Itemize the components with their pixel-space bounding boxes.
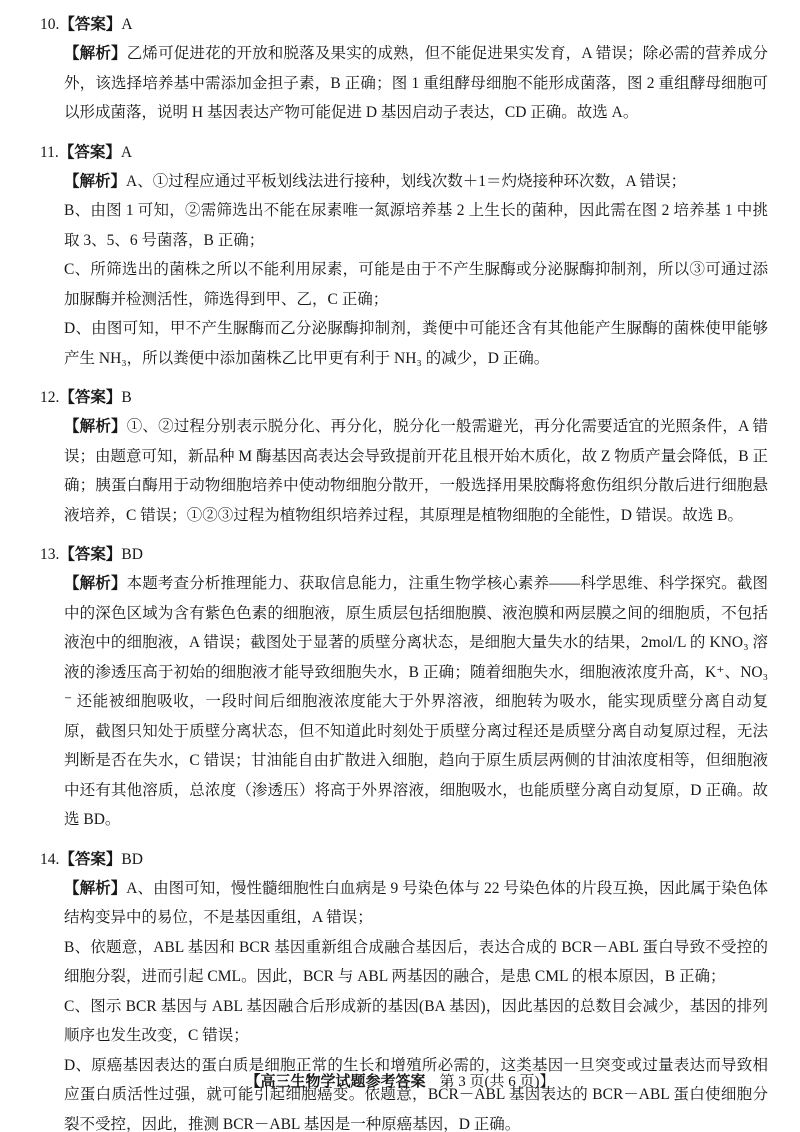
question-number: 14. — [40, 850, 60, 868]
analysis-paragraph — [64, 412, 768, 530]
analysis-paragraph — [64, 39, 768, 128]
answer-label: 【答案】 — [59, 546, 122, 563]
analysis-text: A、①过程应通过平板划线法进行接种，划线次数＋1＝灼烧接种环次数，A 错误； — [126, 172, 687, 190]
answer-section-11 — [40, 138, 768, 374]
answer-value: B — [121, 389, 132, 406]
analysis-paragraph — [64, 167, 768, 197]
analysis-block — [64, 569, 768, 835]
analysis-paragraph: D、原癌基因表达的蛋白质是细胞正常的生长和增殖所必需的，这类基因一旦突变或过量表达而导致相应蛋白质活性过强，就可能引起细胞癌变。依题意，BCR－ABL 基因表达的 BCR－ABL 蛋白使细胞分裂不受控，因此，推测 BCR－ABL 基因是一种原癌基因，D 正确。 — [64, 1056, 768, 1132]
analysis-paragraph — [64, 569, 768, 835]
answer-line — [40, 540, 768, 569]
answer-value: A — [121, 16, 133, 33]
analysis-paragraph: B、依题意，ABL 基因和 BCR 基因重新组合成融合基因后，表达合成的 BCR－ABL 蛋白导致不受控的细胞分裂，进而引起 CML。因此，BCR 与 ABL 两基因的融合，是患 CML 的根本原因，B 正确； — [64, 938, 768, 985]
answer-section-13 — [40, 540, 768, 835]
answer-value: BD — [121, 850, 143, 868]
analysis-paragraph: C、图示 BCR 基因与 ABL 基因融合后形成新的基因(BA 基因)，因此基因的总数目会减少，基因的排列顺序也发生改变，C 错误； — [64, 997, 768, 1044]
analysis-label: 【解析】 — [64, 575, 127, 592]
answer-value: BD — [121, 546, 143, 563]
analysis-block — [64, 412, 768, 530]
analysis-paragraph: B、由图 1 可知，②需筛选出不能在尿素唯一氮源培养基 2 上生长的菌种，因此需在图 2 培养基 1 中挑取 3、5、6 号菌落，B 正确； — [64, 202, 768, 249]
answer-value: A — [120, 143, 133, 161]
question-number: 12. — [40, 389, 60, 406]
analysis-paragraph: C、所筛选出的菌株之所以不能利用尿素，可能是由于不产生脲酶或分泌脲酶抑制剂，所以③可通过添加脲酶并检测活性，筛选得到甲、乙，C 正确； — [64, 261, 768, 308]
footer-page-number: 第 3 页(共 6 页)】 — [439, 1074, 555, 1090]
answer-line — [40, 383, 768, 412]
analysis-text: 本题考查分析推理能力、获取信息能力，注重生物学核心素养——科学思维、科学探究。截图中的深色区域为含有紫色色素的细胞液，原生质层包括细胞膜、液泡膜和两层膜之间的细胞质，不包括液泡中的细胞液，A 错误；截图处于显著的质壁分离状态，是细胞大量失水的结果，2mol/L 的 KNO₃ 溶液的渗透压高于初始的细胞液才能导致细胞失水，B 正确；随着细胞失水，细胞液浓度升高，K⁺、NO₃⁻ 还能被细胞吸收，一段时间后细胞液浓度能大于外界溶液，细胞转为吸水，能实现质壁分离自动复原，截图只知处于质壁分离状态，但不知道此时刻处于质壁分离过程还是质壁分离自动复原过程，无法判断是否在失水，C 错误；甘油能自由扩散进入细胞，趋向于原生质层两侧的甘油浓度相等，但细胞液中还有其他溶质，总浓度（渗透压）将高于外界溶液，细胞吸水，也能质壁分离自动复原，D 正确。故选 BD。 — [64, 575, 768, 828]
answer-label: 【答案】 — [59, 16, 122, 33]
question-number: 13. — [40, 546, 60, 563]
analysis-block — [64, 39, 768, 128]
answer-label: 【答案】 — [59, 389, 122, 406]
analysis-block — [64, 874, 768, 1132]
analysis-block — [64, 167, 768, 374]
analysis-label: 【解析】 — [64, 172, 127, 190]
page-footer — [0, 1072, 800, 1092]
footer-document-title: 【高三生物学试题参考答案 — [245, 1074, 426, 1090]
analysis-label: 【解析】 — [64, 45, 127, 62]
answer-label: 【答案】 — [58, 143, 121, 161]
answer-section-12 — [40, 383, 768, 530]
question-number: 11. — [40, 143, 59, 161]
analysis-text: A、由图可知，慢性髓细胞性白血病是 9 号染色体与 22 号染色体的片段互换，因此属于染色体结构变异中的易位，不是基因重组，A 错误； — [64, 879, 768, 926]
analysis-paragraph: D、由图可知，甲不产生脲酶而乙分泌脲酶抑制剂，粪便中可能还含有其他能产生脲酶的菌株使甲能够产生 NH₃，所以粪便中添加菌株乙比甲更有利于 NH₃ 的减少，D 正确。 — [64, 320, 768, 367]
analysis-label: 【解析】 — [64, 879, 127, 897]
answer-section-10 — [40, 10, 768, 128]
answer-line — [40, 138, 768, 167]
analysis-paragraph — [64, 874, 768, 933]
answer-label: 【答案】 — [59, 850, 122, 868]
answer-line — [40, 10, 768, 39]
answer-line — [40, 845, 768, 874]
question-number: 10. — [40, 16, 60, 33]
analysis-text: ①、②过程分别表示脱分化、再分化，脱分化一般需避光，再分化需要适宜的光照条件，A 错误；由题意可知，新品种 M 酶基因高表达会导致提前开花且根开始木质化，故 Z 物质产量会降低，B 正确；胰蛋白酶用于动物细胞培养中使动物细胞分散开，一般选择用果胶酶将愈伤组织分散后进行细胞悬液培养，C 错误；①②③过程为植物组织培养过程，其原理是植物细胞的全能性，D 错误。故选 B。 — [64, 418, 768, 524]
analysis-text: 乙烯可促进花的开放和脱落及果实的成熟，但不能促进果实发育，A 错误；除必需的营养成分外，该选择培养基中需添加金担子素，B 正确；图 1 重组酵母细胞不能形成菌落，图 2 重组酵母细胞可以形成菌落，说明 H 基因表达产物可能促进 D 基因启动子表达，CD 正确。故选 A。 — [64, 45, 768, 121]
analysis-label: 【解析】 — [64, 418, 127, 435]
